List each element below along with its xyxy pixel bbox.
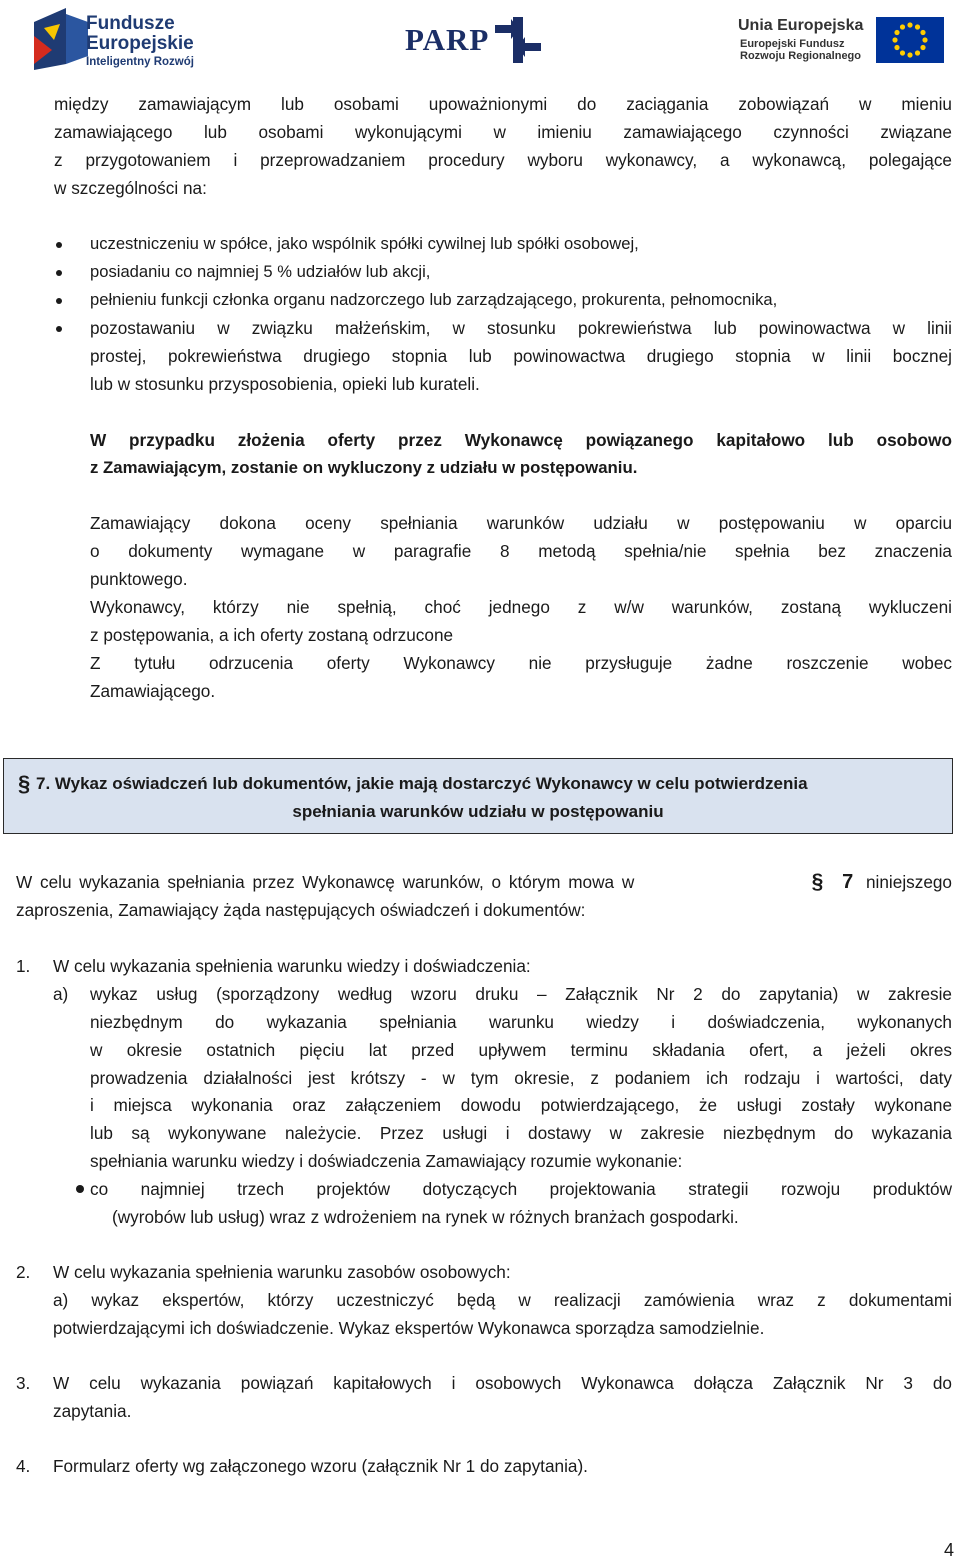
item-4-number: 4. xyxy=(16,1456,31,1476)
eu-logo-line2: Europejski Fundusz xyxy=(740,38,845,50)
eval-line-6: Z tytułu odrzucenia oferty Wykonawcy nie przysługuje żadne roszczenie wobec xyxy=(90,653,952,673)
section-7-title-line-2: spełniania warunków udziału w postępowaniu xyxy=(292,802,664,821)
eu-logo-line1: Unia Europejska xyxy=(738,17,864,34)
bullet-icon xyxy=(56,270,62,276)
paragraph-number: 7 xyxy=(842,871,854,893)
bullet-icon xyxy=(56,298,62,304)
bullet-1-line-1: uczestniczeniu w spółce, jako wspólnik spółki cywilnej lub spółki osobowej, xyxy=(90,234,639,253)
item-1a-line-4: prowadzenia działalności jest krótszy - w tym okresie, z podaniem ich rodzaju i wartości, daty xyxy=(90,1068,952,1088)
eval-line-2: o dokumenty wymagane w paragrafie 8 metodą spełnia/nie spełnia bez znaczenia xyxy=(90,541,952,561)
eval-line-3: punktowego. xyxy=(90,569,188,589)
eu-logo xyxy=(738,14,946,66)
bullet-4-line-2: prostej, pokrewieństwa drugiego stopnia lub powinowactwa drugiego stopnia w linii bocznej xyxy=(90,346,952,366)
section-7-intro-line-1 xyxy=(16,868,952,896)
section-7-intro-after: niniejszego xyxy=(866,872,952,892)
bullet-icon xyxy=(76,1185,84,1193)
section-7-intro-line-2: zaproszenia, Zamawiający żąda następujących oświadczeń i dokumentów: xyxy=(16,900,586,920)
parp-arrows-icon xyxy=(495,17,541,63)
bullet-4-line-1: pozostawaniu w związku małżeńskim, w stosunku pokrewieństwa lub powinowactwa w linii xyxy=(90,318,952,338)
intro-line-4: w szczególności na: xyxy=(54,178,207,198)
item-1-bullet-line-2: (wyrobów lub usług) wraz z wdrożeniem na rynek w różnych branżach gospodarki. xyxy=(112,1207,739,1227)
item-1a-line-1: wykaz usług (sporządzony według wzoru druku – Załącznik Nr 2 do zapytania) w zakresie xyxy=(90,984,952,1004)
intro-line-3: z przygotowaniem i przeprowadzaniem procedury wyboru wykonawcy, a wykonawcą, polegające xyxy=(54,150,952,170)
intro-line-2: zamawiającego lub osobami wykonującymi w imieniu zamawiającego czynności związane xyxy=(54,122,952,142)
eval-line-5: z postępowania, a ich oferty zostaną odrzucone xyxy=(90,625,454,645)
item-1-bullet-line-1: co najmniej trzech projektów dotyczących projektowania strategii rozwoju produktów xyxy=(90,1179,952,1199)
intro-line-1: między zamawiającym lub osobami upoważnionymi do zaciągania zobowiązań w mieniu xyxy=(54,94,952,114)
fundusze-europejskie-logo xyxy=(30,6,230,72)
item-1a-line-2: niezbędnym do wykazania spełniania warunku wiedzy i doświadczenia, wykonanych xyxy=(90,1012,952,1032)
item-2-text: W celu wykazania spełnienia warunku zasobów osobowych: xyxy=(53,1262,511,1282)
item-1a-line-3: w okresie ostatnich pięciu lat przed upływem terminu składania ofert, a jeżeli okres xyxy=(90,1040,952,1060)
parp-logo xyxy=(405,14,545,66)
eval-line-7: Zamawiającego. xyxy=(90,681,216,701)
paragraph-symbol: § xyxy=(811,870,824,893)
fe-logo-line3: Inteligentny Rozwój xyxy=(86,56,194,68)
section-7-heading-box xyxy=(3,758,953,834)
item-2-number: 2. xyxy=(16,1262,31,1282)
item-2-line-1: a) wykaz ekspertów, którzy uczestniczyć będą w realizacji zamówienia wraz z dokumentami xyxy=(53,1290,952,1310)
fe-logo-line2: Europejskie xyxy=(86,33,194,54)
eu-flag-icon xyxy=(876,17,944,63)
bullet-icon xyxy=(56,326,62,332)
item-3-line-2: zapytania. xyxy=(53,1401,132,1421)
page-number: 4 xyxy=(943,1540,954,1560)
bullet-2-line-1: posiadaniu co najmniej 5 % udziałów lub akcji, xyxy=(90,262,431,281)
eu-logo-line3: Rozwoju Regionalnego xyxy=(740,50,861,62)
item-1a-line-7: spełniania warunku wiedzy i doświadczenia Zamawiający rozumie wykonanie: xyxy=(90,1151,683,1171)
section-7-intro-ref xyxy=(812,868,952,896)
item-1a-label: a) xyxy=(53,984,69,1004)
item-1a-line-5: i miejsca wykonania oraz załączeniem dowodu potwierdzającego, że usługi zostały wykonane xyxy=(90,1095,952,1115)
item-4-text: Formularz oferty wg załączonego wzoru (załącznik Nr 1 do zapytania). xyxy=(53,1456,588,1476)
bullet-4-line-3: lub w stosunku przysposobienia, opieki lub kurateli. xyxy=(90,374,480,394)
bullet-3-line-1: pełnieniu funkcji członka organu nadzorczego lub zarządzającego, prokurenta, pełnomocnika, xyxy=(90,290,778,309)
eval-line-1: Zamawiający dokona oceny spełniania warunków udziału w postępowaniu w oparciu xyxy=(90,513,952,533)
item-1-number: 1. xyxy=(16,956,31,976)
bullet-icon xyxy=(56,242,62,248)
section-symbol: § xyxy=(18,771,31,796)
section-7-intro-text: W celu wykazania spełniania przez Wykonawcę warunków, o którym mowa w xyxy=(16,872,635,892)
parp-logo-text: PARP xyxy=(405,22,490,57)
item-3-line-1: W celu wykazania powiązań kapitałowych i osobowych Wykonawca dołącza Załącznik Nr 3 do xyxy=(53,1373,952,1393)
item-2-line-2: potwierdzającymi ich doświadczenie. Wykaz ekspertów Wykonawca sporządza samodzielnie. xyxy=(53,1318,765,1338)
fe-logo-line1: Fundusze xyxy=(86,13,175,34)
item-1-text: W celu wykazania spełnienia warunku wiedzy i doświadczenia: xyxy=(53,956,531,976)
bold-line-2: z Zamawiającym, zostanie on wykluczony z udziału w postępowaniu. xyxy=(90,458,638,477)
eval-line-4: Wykonawcy, którzy nie spełnią, choć jednego z w/w warunków, zostaną wykluczeni xyxy=(90,597,952,617)
item-1a-line-6: lub są wykonywane należycie. Przez usługi i dostawy w zakresie niezbędnym do wykazania xyxy=(90,1123,952,1143)
item-3-number: 3. xyxy=(16,1373,31,1393)
bold-line-1: W przypadku złożenia oferty przez Wykonawcę powiązanego kapitałowo lub osobowo xyxy=(90,430,952,450)
fe-emblem-icon xyxy=(30,6,90,72)
section-7-title-line-1: 7. Wykaz oświadczeń lub dokumentów, jakie mają dostarczyć Wykonawcy w celu potwierdzenia xyxy=(36,774,808,793)
